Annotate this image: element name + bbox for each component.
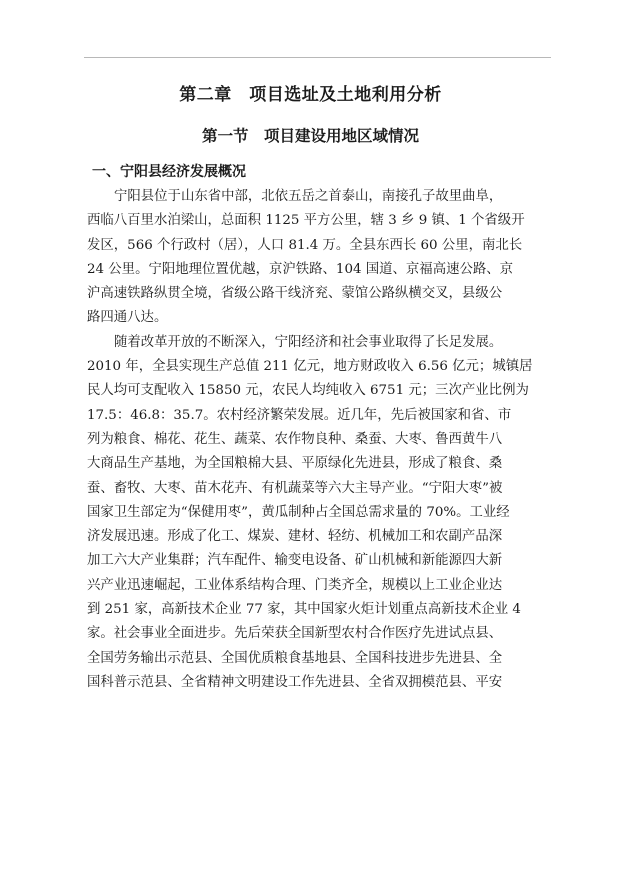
- paragraph-line: 国科普示范县、全省精神文明建设工作先进县、全省双拥模范县、平安: [87, 674, 503, 690]
- paragraph-line: 17.5：46.8：35.7。农村经济繁荣发展。近几年，先后被国家和省、市: [87, 407, 512, 423]
- paragraph-line: 国家卫生部定为“保健用枣”，黄瓜制种占全国总需求量的 70%。工业经: [87, 504, 510, 520]
- subsection-title: 一、宁阳县经济发展概况: [92, 164, 246, 180]
- paragraph-line: 到 251 家，高新技术企业 77 家，其中国家火炬计划重点高新技术企业 4: [87, 602, 521, 618]
- paragraph-economy: [87, 331, 547, 695]
- paragraph-line: 沪高速铁路纵贯全境，省级公路干线济兖、蒙馆公路纵横交叉，县级公: [87, 286, 503, 302]
- paragraph-line: 24 公里。宁阳地理位置优越，京沪铁路、104 国道、京福高速公路、京: [87, 261, 514, 277]
- paragraph-line: 家。社会事业全面进步。先后荣获全国新型农村合作医疗先进试点县、: [87, 626, 503, 642]
- paragraph-line: 大商品生产基地，为全国粮棉大县、平原绿化先进县，形成了粮食、桑: [87, 456, 503, 472]
- paragraph-line: 随着改革开放的不断深入，宁阳经济和社会事业取得了长足发展。: [114, 334, 503, 350]
- paragraph-line: 全国劳务输出示范县、全国优质粮食基地县、全国科技进步先进县、全: [87, 650, 503, 666]
- paragraph-line: 加工六大产业集群；汽车配件、输变电设备、矿山机械和新能源四大新: [87, 553, 503, 569]
- paragraph-line: 济发展迅速。形成了化工、煤炭、建材、轻纺、机械加工和农副产品深: [87, 529, 503, 545]
- paragraph-line: 路四通八达。: [87, 310, 168, 326]
- paragraph-line: 发区，566 个行政村（居），人口 81.4 万。全县东西长 60 公里，南北长: [87, 237, 523, 253]
- chapter-title: 第二章 项目选址及土地利用分析: [179, 85, 442, 105]
- paragraph-line: 2010 年，全县实现生产总值 211 亿元，地方财政收入 6.56 亿元；城镇居: [87, 359, 533, 375]
- header-rule: [84, 57, 551, 58]
- paragraph-line: 西临八百里水泊梁山，总面积 1125 平方公里，辖 3 乡 9 镇、1 个省级开: [87, 213, 525, 229]
- paragraph-line: 列为粮食、棉花、花生、蔬菜、农作物良种、桑蚕、大枣、鲁西黄牛八: [87, 431, 503, 447]
- body-text: [87, 185, 547, 695]
- section-title: 第一节 项目建设用地区域情况: [201, 126, 419, 145]
- paragraph-line: 蚕、畜牧、大枣、苗木花卉、有机蔬菜等六大主导产业。“宁阳大枣”被: [87, 480, 503, 496]
- paragraph-location: [87, 185, 547, 331]
- paragraph-line: 民人均可支配收入 15850 元，农民人均纯收入 6751 元；三次产业比例为: [87, 383, 529, 399]
- paragraph-line: 兴产业迅速崛起，工业体系结构合理、门类齐全，规模以上工业企业达: [87, 577, 503, 593]
- paragraph-line: 宁阳县位于山东省中部，北依五岳之首泰山，南接孔子故里曲阜，: [114, 189, 503, 204]
